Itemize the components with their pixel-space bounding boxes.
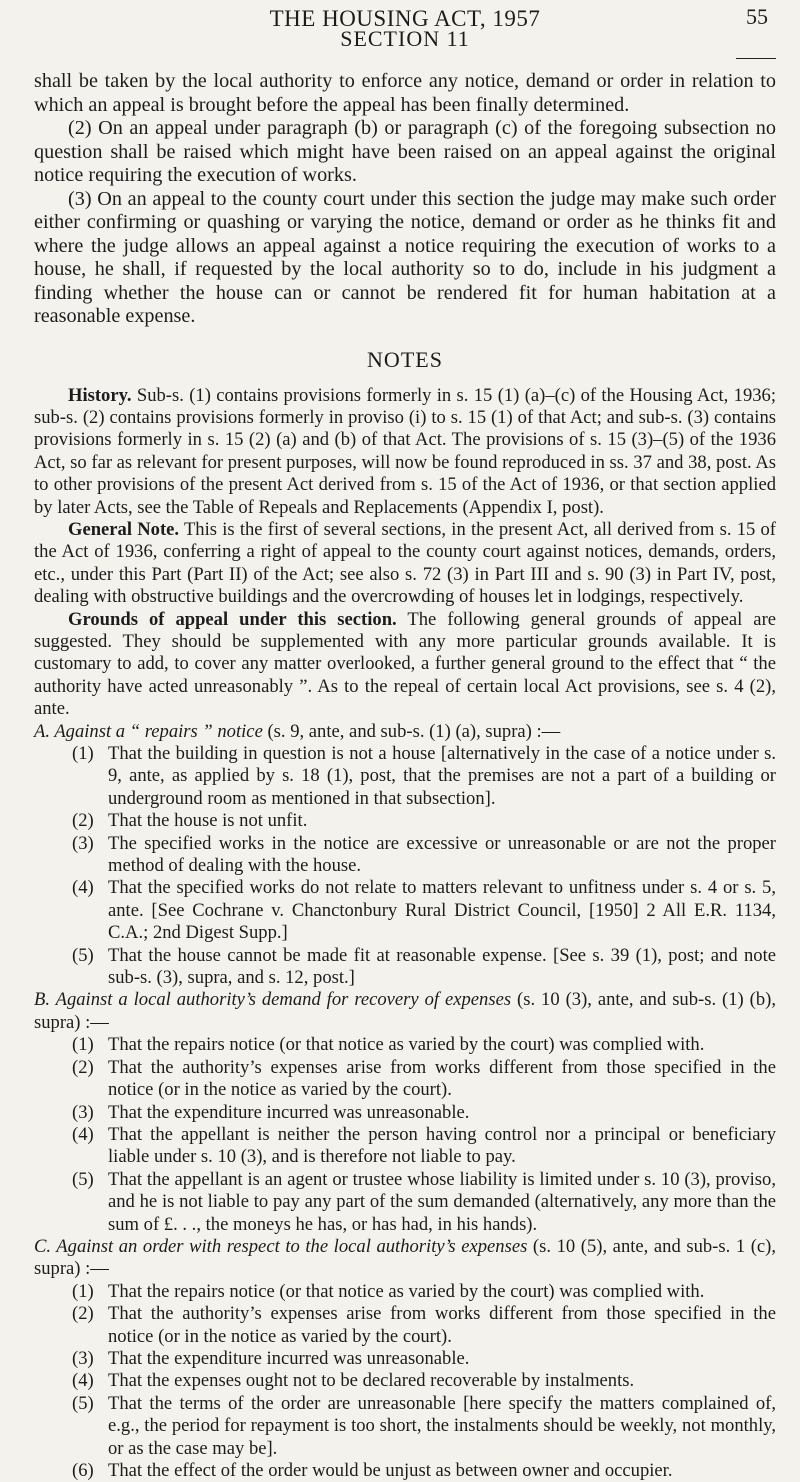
list-item	[72, 1281, 776, 1303]
ground-a-heading-rest: (s. 9, ante, and sub-s. (1) (a), supra) :—	[263, 721, 560, 742]
item-text: That the expenditure incurred was unreasonable.	[108, 1348, 776, 1370]
list-item	[72, 1102, 776, 1124]
item-text: That the repairs notice (or that notice as varied by the court) was complied with.	[108, 1034, 776, 1056]
item-number: (1)	[72, 1281, 108, 1303]
ground-c-heading	[34, 1236, 776, 1281]
list-item	[72, 1460, 776, 1482]
item-text: That the house is not unfit.	[108, 810, 776, 832]
item-text: That the expenses ought not to be declared recoverable by instalments.	[108, 1370, 776, 1392]
item-text: That the house cannot be made fit at reasonable expense. [See s. 39 (1), post; and note sub-s. (3), supra, and s. 12, post.]	[108, 945, 776, 990]
header-rule	[736, 58, 776, 59]
item-number: (2)	[72, 1303, 108, 1348]
notes-section	[34, 385, 776, 1482]
item-number: (4)	[72, 1370, 108, 1392]
running-head	[34, 0, 776, 48]
ground-c-heading-rest: (s. 10 (5), ante, and sub-s. 1 (c), supra) :—	[34, 1236, 776, 1279]
item-text: The specified works in the notice are excessive or unreasonable or are not the proper method of dealing with the house.	[108, 833, 776, 878]
list-item	[72, 877, 776, 944]
item-number: (1)	[72, 743, 108, 810]
running-head-title: THE HOUSING ACT, 1957	[34, 6, 776, 32]
ground-b-heading-italic: B. Against a local authority’s demand for recovery of expenses	[34, 989, 511, 1010]
list-item	[72, 743, 776, 810]
ground-a-heading-italic: A. Against a “ repairs ” notice	[34, 721, 263, 742]
list-item	[72, 1034, 776, 1056]
list-item	[72, 1348, 776, 1370]
list-item	[72, 1057, 776, 1102]
list-item	[72, 1303, 776, 1348]
item-text: That the terms of the order are unreasonable [here specify the matters complained of, e.g., the period for repayment is too short, the instalments should be weekly, not monthly, or as the case may be].	[108, 1393, 776, 1460]
notes-heading: NOTES	[34, 347, 776, 373]
statute-paragraph: shall be taken by the local authority to enforce any notice, demand or order in relation to which an appeal is brought before the appeal has been finally determined.	[34, 70, 776, 117]
item-number: (3)	[72, 833, 108, 878]
list-item	[72, 1393, 776, 1460]
item-number: (2)	[72, 1057, 108, 1102]
item-text: That the expenditure incurred was unreasonable.	[108, 1102, 776, 1124]
history-note	[34, 385, 776, 519]
item-number: (1)	[72, 1034, 108, 1056]
item-text: That the repairs notice (or that notice as varied by the court) was complied with.	[108, 1281, 776, 1303]
general-lead: General Note.	[68, 519, 179, 540]
grounds-lead: Grounds of appeal under this section.	[68, 609, 397, 630]
ground-a-heading	[34, 721, 776, 743]
page-number: 55	[746, 4, 768, 30]
item-number: (2)	[72, 810, 108, 832]
item-text: That the appellant is neither the person having control nor a principal or beneficiary liable under s. 10 (3), and is therefore not liable to pay.	[108, 1124, 776, 1169]
item-number: (4)	[72, 1124, 108, 1169]
item-text: That the specified works do not relate to matters relevant to unfitness under s. 4 or s. 5, ante. [See Cochrane v. Chanctonbury Rural District Council, [1950] 2 All E.R. 1134, C.A.; 2nd Digest Supp.]	[108, 877, 776, 944]
list-item	[72, 833, 776, 878]
item-number: (5)	[72, 1169, 108, 1236]
item-text: That the building in question is not a house [alternatively in the case of a notice under s. 9, ante, as applied by s. 18 (1), post, that the premises are not a part of a building or underground room as mentioned in that subsection].	[108, 743, 776, 810]
history-text: Sub-s. (1) contains provisions formerly in s. 15 (1) (a)–(c) of the Housing Act, 1936; sub-s. (2) contains provisions formerly in proviso (i) to s. 15 (1) of that Act; and sub-s. (3) contains provisions formerly in s. 15 (2) (a) and (b) of that Act. The provisions of s. 15 (3)–(5) of the 1936 Act, so far as relevant for present purposes, will now be found reproduced in ss. 37 and 38, post. As to other provisions of the present Act derived from s. 15 of the Act of 1936, or that section applied by later Acts, see the Table of Repeals and Replacements (Appendix I, post).	[34, 385, 776, 518]
item-number: (3)	[72, 1348, 108, 1370]
list-item	[72, 1124, 776, 1169]
list-item	[72, 1169, 776, 1236]
item-number: (5)	[72, 1393, 108, 1460]
item-text: That the appellant is an agent or trustee whose liability is limited under s. 10 (3), proviso, and he is not liable to pay any part of the sum demanded (alternatively, any more than the sum of £. . ., the moneys he has, or has had, in his hands).	[108, 1169, 776, 1236]
grounds-text: The following general grounds of appeal are suggested. They should be supplemented with any more particular grounds available. It is customary to add, to cover any matter overlooked, a further general ground to the effect that “ the authority have acted unreasonably ”. As to the repeal of certain local Act provisions, see s. 4 (2), ante.	[34, 609, 776, 720]
general-text: This is the first of several sections, in the present Act, all derived from s. 15 of the Act of 1936, conferring a right of appeal to the county court against notices, demands, orders, etc., under this Part (Part II) of the Act; see also s. 72 (3) in Part III and s. 90 (3) in Part IV, post, dealing with obstructive buildings and the overcrowding of houses let in lodgings, respectively.	[34, 519, 776, 607]
ground-b-heading	[34, 989, 776, 1034]
running-head-section: SECTION 11	[34, 26, 776, 52]
item-text: That the authority’s expenses arise from works different from those specified in the notice (or in the notice as varied by the court).	[108, 1303, 776, 1348]
list-item	[72, 945, 776, 990]
statute-paragraph: (2) On an appeal under paragraph (b) or paragraph (c) of the foregoing subsection no question shall be raised which might have been raised on an appeal against the original notice requiring the execution of works.	[34, 117, 776, 188]
item-text: That the effect of the order would be unjust as between owner and occupier.	[108, 1460, 776, 1482]
item-number: (6)	[72, 1460, 108, 1482]
list-item	[72, 810, 776, 832]
item-text: That the authority’s expenses arise from works different from those specified in the notice (or in the notice as varied by the court).	[108, 1057, 776, 1102]
statute-paragraph: (3) On an appeal to the county court under this section the judge may make such order either confirming or quashing or varying the notice, demand or order as he thinks fit and where the judge allows an appeal against a notice requiring the execution of works to a house, he shall, if requested by the local authority so to do, include in his judgment a finding whether the house can or cannot be rendered fit for human habitation at a reasonable expense.	[34, 188, 776, 329]
item-number: (3)	[72, 1102, 108, 1124]
list-item	[72, 1370, 776, 1392]
grounds-note	[34, 609, 776, 721]
ground-b-heading-rest: (s. 10 (3), ante, and sub-s. (1) (b), supra) :—	[34, 989, 776, 1032]
item-number: (4)	[72, 877, 108, 944]
general-note	[34, 519, 776, 609]
item-number: (5)	[72, 945, 108, 990]
ground-c-heading-italic: C. Against an order with respect to the local authority’s expenses	[34, 1236, 527, 1257]
statute-text	[34, 70, 776, 329]
history-lead: History.	[68, 385, 132, 406]
